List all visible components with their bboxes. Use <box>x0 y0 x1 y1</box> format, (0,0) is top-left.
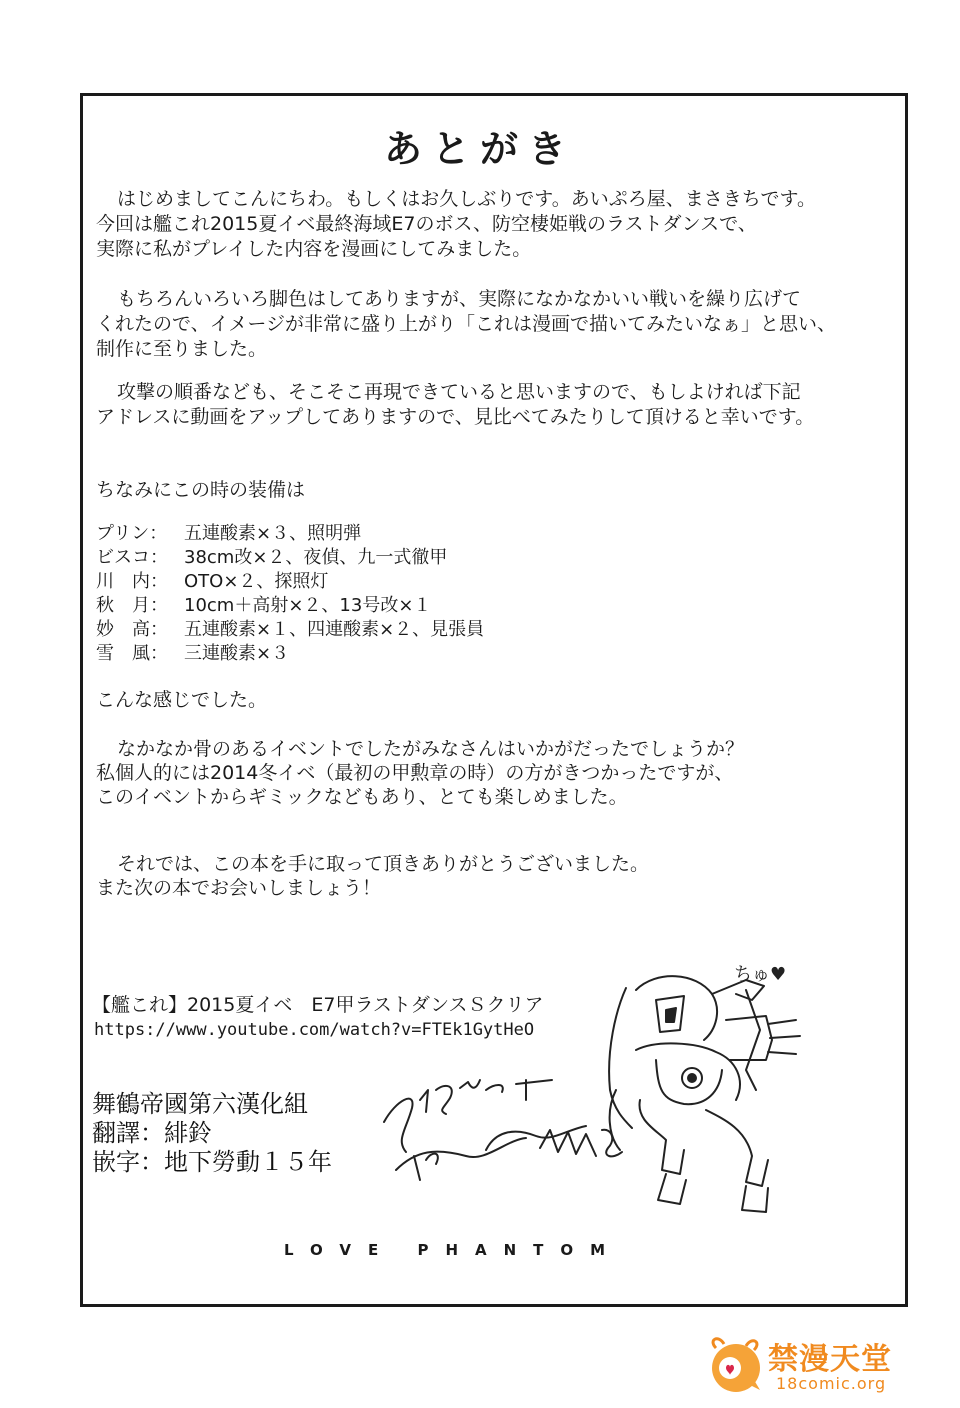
character-sketch <box>596 960 816 1222</box>
video-link[interactable]: https://www.youtube.com/watch?v=FTEk1GytHeO <box>94 1020 535 1040</box>
paragraph-line: アドレスに動画をアップしてありますので、見比べてみたりして頂けると幸いです。 <box>96 406 815 428</box>
closing-line: また次の本でお会いしましょう！ <box>96 877 382 899</box>
ship-name: 川 内： <box>96 571 168 592</box>
footer-title: LOVE PHANTOM <box>284 1241 623 1259</box>
equipment-row <box>96 570 328 594</box>
paragraph-line: もちろんいろいろ脚色はしてありますが、実際になかなかいい戦いを繰り広げて <box>117 288 802 310</box>
ship-gear: 38cm改×２、夜偵、九一式徹甲 <box>184 547 448 568</box>
ship-name: ビスコ： <box>96 547 168 568</box>
closing-line: こんな感じでした。 <box>96 689 268 711</box>
paragraph-line: くれたので、イメージが非常に盛り上がり「これは漫画で描いてみたいなぁ」と思い、 <box>96 313 837 335</box>
ship-name: 秋 月： <box>96 595 168 616</box>
credit-group: 舞鶴帝國第六漢化組 <box>92 1090 308 1118</box>
page-title: あとがき <box>383 126 576 171</box>
equipment-row <box>96 594 431 618</box>
watermark-site: 18comic.org <box>776 1374 887 1393</box>
ship-gear: OTO×２、探照灯 <box>184 571 329 592</box>
equipment-row <box>96 522 361 546</box>
watermark-name: 禁漫天堂 <box>768 1342 892 1377</box>
credit-typesetter: 嵌字：地下勞動１５年 <box>92 1148 332 1176</box>
ship-gear: 10cm＋高射×２、13号改×１ <box>184 595 432 616</box>
paragraph-line: 制作に至りました。 <box>96 338 268 360</box>
paragraph-line: 攻撃の順番なども、そこそこ再現できていると思いますので、もしよければ下記 <box>117 381 801 403</box>
paragraph-line: 実際に私がプレイした内容を漫画にしてみました。 <box>96 238 532 260</box>
paragraph-line: 今回は艦これ2015夏イベ最終海域E7のボス、防空棲姫戦のラストダンスで、 <box>96 213 757 235</box>
watermark-logo <box>702 1332 922 1398</box>
ship-gear: 三連酸素×３ <box>184 643 290 664</box>
closing-line: このイベントからギミックなどもあり、とても楽しめました。 <box>96 786 628 808</box>
ship-gear: 五連酸素×３、照明弾 <box>184 523 362 544</box>
ship-gear: 五連酸素×１、四連酸素×２、見張員 <box>184 619 485 640</box>
equipment-row <box>96 546 447 570</box>
closing-line: なかなか骨のあるイベントでしたがみなさんはいかがだったでしょうか？ <box>117 738 745 760</box>
video-title: 【艦これ】2015夏イベ E7甲ラストダンスＳクリア <box>92 994 544 1016</box>
closing-line: 私個人的には2014冬イベ（最初の甲勲章の時）の方がきつかったですが、 <box>96 762 734 784</box>
closing-line: それでは、この本を手に取って頂きありがとうございました。 <box>117 853 650 875</box>
ship-name: 妙 高： <box>96 619 168 640</box>
paragraph-line: はじめましてこんにちわ。もしくはお久しぶりです。あいぷろ屋、まさきちです。 <box>117 188 817 210</box>
mascot-icon <box>702 1334 768 1396</box>
sketch-caption: ちゅ♥ <box>734 964 787 985</box>
ship-name: プリン： <box>96 523 168 544</box>
credit-translator: 翻譯：緋鈴 <box>92 1119 212 1147</box>
equipment-row <box>96 642 289 666</box>
equipment-intro: ちなみにこの時の装備は <box>96 479 306 501</box>
ship-name: 雪 風： <box>96 643 168 664</box>
equipment-row <box>96 618 484 642</box>
